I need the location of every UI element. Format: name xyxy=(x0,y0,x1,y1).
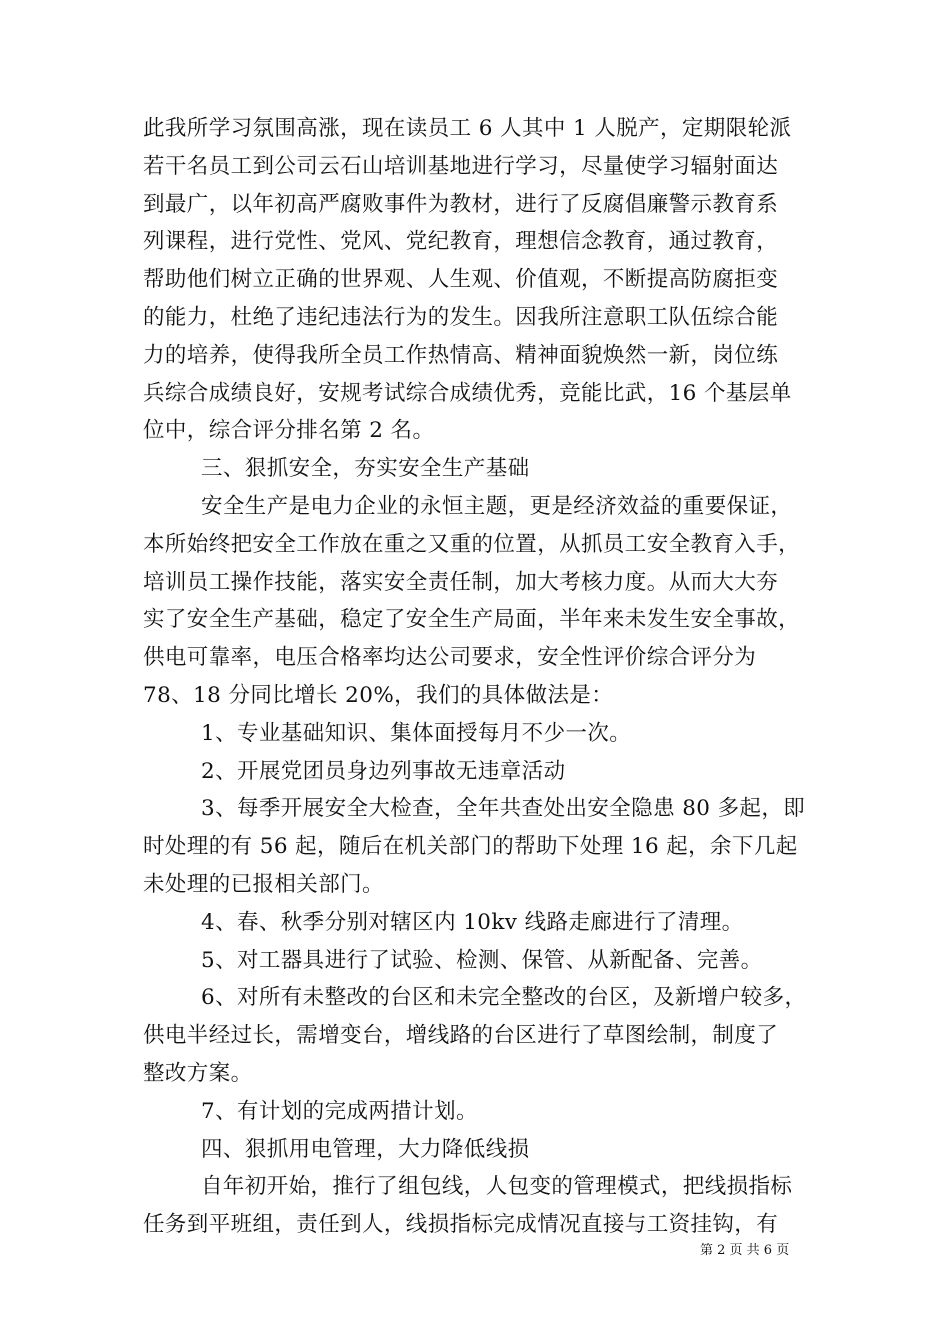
text-line: 若干名员工到公司云石山培训基地进行学习，尽量使学习辐射面达 xyxy=(143,153,779,179)
page-number: 第 2 页 共 6 页 xyxy=(700,1243,790,1258)
text-line: 本所始终把安全工作放在重之又重的位置，从抓员工安全教育入手， xyxy=(143,531,801,557)
list-item: 5、对工器具进行了试验、检测、保管、从新配备、完善。 xyxy=(201,947,763,973)
document-body xyxy=(143,110,823,1244)
text-line: 安全生产是电力企业的永恒主题，更是经济效益的重要保证， xyxy=(201,493,793,519)
text-line: 的能力，杜绝了违纪违法行为的发生。因我所注意职工队伍综合能 xyxy=(143,304,779,330)
section-heading: 四、狠抓用电管理，大力降低线损 xyxy=(201,1136,530,1162)
text-line: 实了安全生产基础，稳定了安全生产局面，半年来未发生安全事故， xyxy=(143,607,801,633)
text-line: 力的培养，使得我所全员工作热情高、精神面貌焕然一新，岗位练 xyxy=(143,342,779,368)
list-item: 6、对所有未整改的台区和未完全整改的台区，及新增户较多， xyxy=(201,985,807,1011)
text-line: 到最广，以年初高严腐败事件为教材，进行了反腐倡廉警示教育系 xyxy=(143,191,779,217)
text-line: 整改方案。 xyxy=(143,1060,253,1086)
text-line: 时处理的有 56 起，随后在机关部门的帮助下处理 16 起，余下几起 xyxy=(143,834,798,860)
text-line: 未处理的已报相关部门。 xyxy=(143,871,384,897)
text-line: 培训员工操作技能，落实安全责任制，加大考核力度。从而大大夯 xyxy=(143,569,779,595)
text-line: 供电可靠率，电压合格率均达公司要求，安全性评价综合评分为 xyxy=(143,645,757,671)
text-line: 兵综合成绩良好，安规考试综合成绩优秀，竞能比武，16 个基层单 xyxy=(143,380,792,406)
section-heading: 三、狠抓安全，夯实安全生产基础 xyxy=(201,456,530,482)
text-line: 此我所学习氛围高涨，现在读员工 6 人其中 1 人脱产，定期限轮派 xyxy=(143,116,792,141)
text-line: 自年初开始，推行了组包线，人包变的管理模式，把线损指标 xyxy=(201,1174,793,1200)
text-line: 78、18 分同比增长 20%，我们的具体做法是： xyxy=(143,682,614,708)
text-line: 供电半经过长，需增变台，增线路的台区进行了草图绘制，制度了 xyxy=(143,1023,779,1049)
text-line: 位中，综合评分排名第 2 名。 xyxy=(143,418,435,444)
text-line: 任务到平班组，责任到人，线损指标完成情况直接与工资挂钩，有 xyxy=(143,1212,779,1238)
list-item: 7、有计划的完成两措计划。 xyxy=(201,1098,478,1124)
list-item: 4、春、秋季分别对辖区内 10kv 线路走廊进行了清理。 xyxy=(201,909,744,935)
text-line: 帮助他们树立正确的世界观、人生观、价值观，不断提高防腐拒变 xyxy=(143,267,779,293)
list-item: 2、开展党团员身边列事故无违章活动 xyxy=(201,758,566,784)
list-item: 3、每季开展安全大检查，全年共查处出安全隐患 80 多起，即 xyxy=(201,796,806,822)
list-item: 1、专业基础知识、集体面授每月不少一次。 xyxy=(201,720,632,746)
text-line: 列课程，进行党性、党风、党纪教育，理想信念教育，通过教育， xyxy=(143,229,779,255)
